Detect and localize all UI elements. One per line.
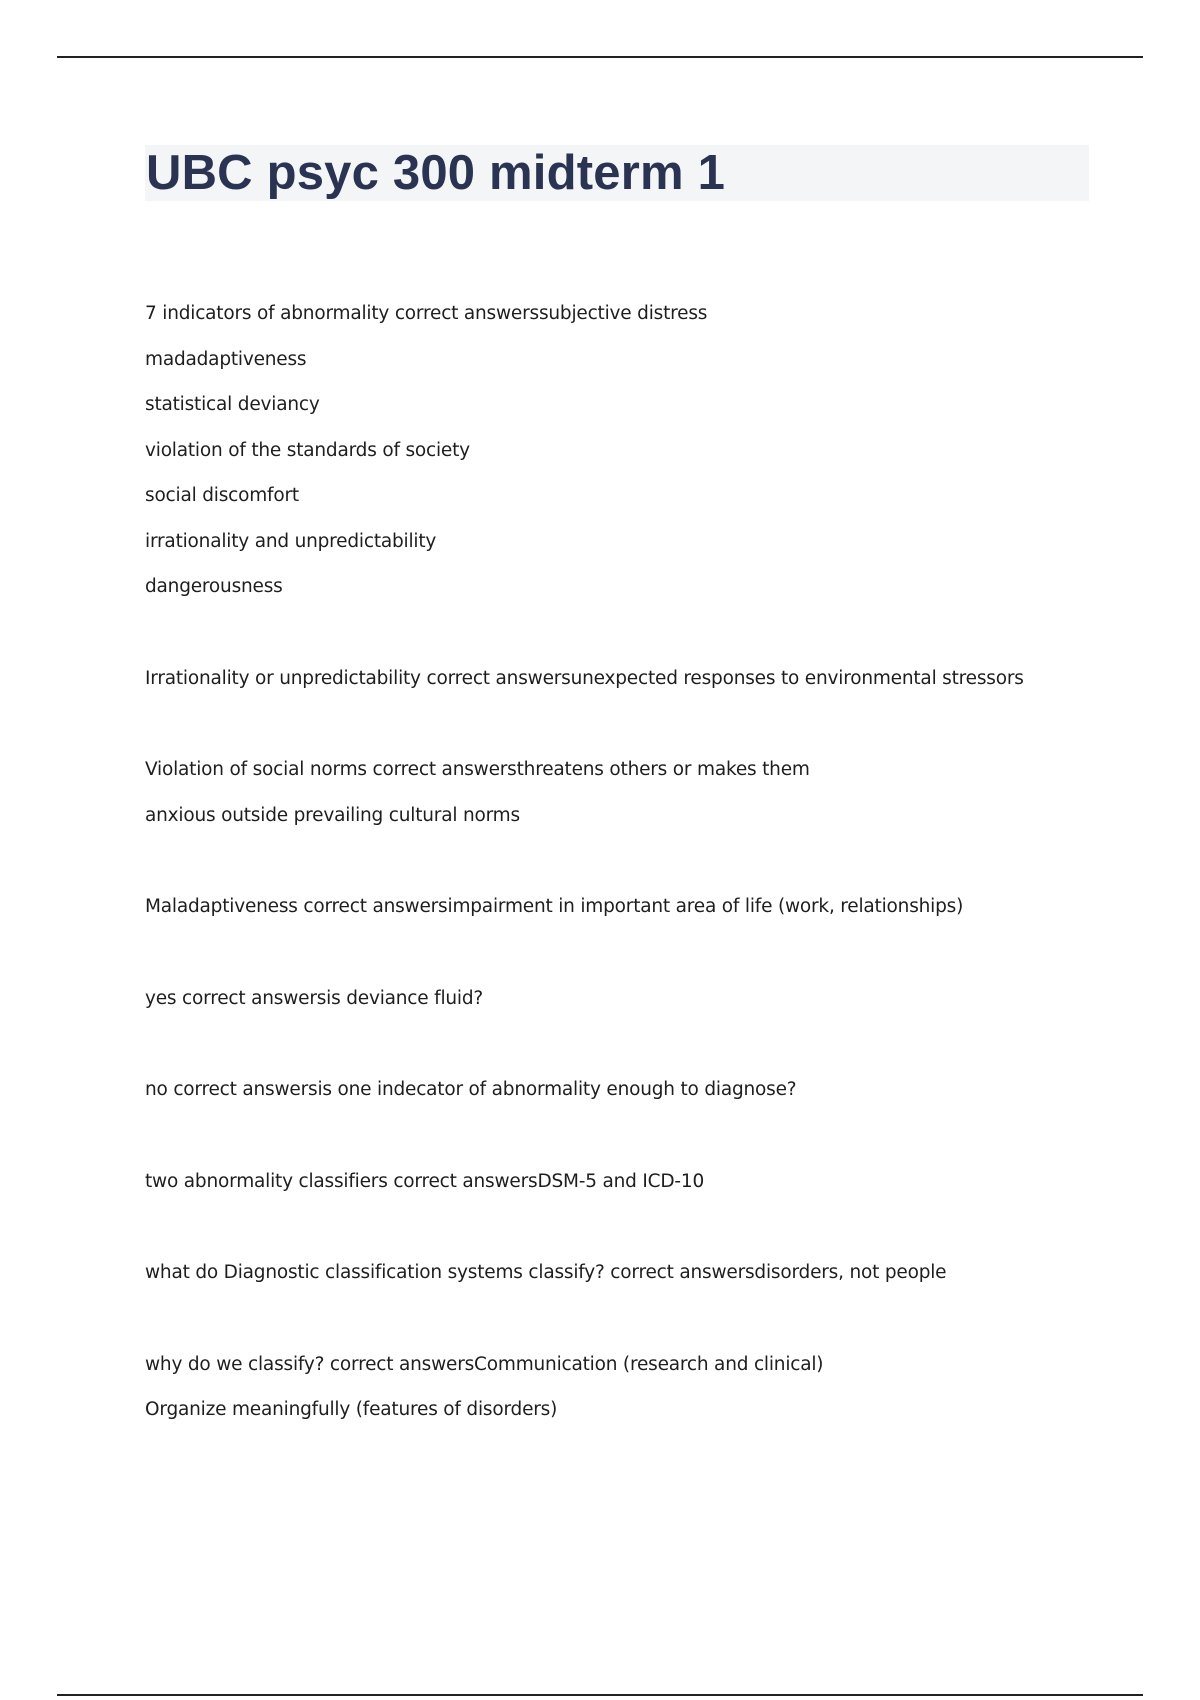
flashcard-continuation: social discomfort	[145, 485, 299, 506]
flashcard-text: Irrationality or unpredictability correct answersunexpected responses to environmental stressors	[145, 667, 1024, 689]
flashcard-entry	[145, 976, 1105, 1022]
flashcard-continuation: irrationality and unpredictability	[145, 530, 437, 552]
flashcard-text: two abnormality classifiers correct answersDSM-5 and ICD-10	[145, 1170, 705, 1192]
flashcard-text: yes correct answersis deviance fluid?	[145, 987, 484, 1009]
flashcard-entry	[145, 747, 1105, 838]
flashcard-continuation: statistical deviancy	[145, 394, 320, 415]
flashcard-list	[145, 291, 1105, 1433]
flashcard-entry	[145, 1250, 1105, 1296]
flashcard-text: what do Diagnostic classification systems classify? correct answersdisorders, not people	[145, 1262, 947, 1283]
flashcard-text: Maladaptiveness correct answersimpairment in important area of life (work, relationships)	[145, 896, 964, 917]
flashcard-entry	[145, 291, 1105, 610]
flashcard-text: no correct answersis one indecator of abnormality enough to diagnose?	[145, 1079, 797, 1100]
flashcard-text: why do we classify? correct answersCommunication (research and clinical)	[145, 1353, 824, 1375]
flashcard-entry	[145, 1342, 1105, 1433]
flashcard-continuation: madadaptiveness	[145, 348, 307, 370]
flashcard-text: Violation of social norms correct answersthreatens others or makes them	[145, 759, 810, 780]
flashcard-continuation: anxious outside prevailing cultural norms	[145, 804, 520, 826]
top-rule	[57, 56, 1143, 58]
flashcard-entry	[145, 656, 1105, 702]
flashcard-text: 7 indicators of abnormality correct answerssubjective distress	[145, 303, 708, 324]
document-title: UBC psyc 300 midterm 1	[146, 146, 726, 200]
flashcard-entry	[145, 884, 1105, 930]
flashcard-continuation: Organize meaningfully (features of disorders)	[145, 1399, 558, 1420]
flashcard-continuation: violation of the standards of society	[145, 439, 470, 461]
bottom-rule	[57, 1694, 1143, 1696]
flashcard-entry	[145, 1067, 1105, 1113]
flashcard-entry	[145, 1159, 1105, 1205]
flashcard-continuation: dangerousness	[145, 576, 283, 597]
